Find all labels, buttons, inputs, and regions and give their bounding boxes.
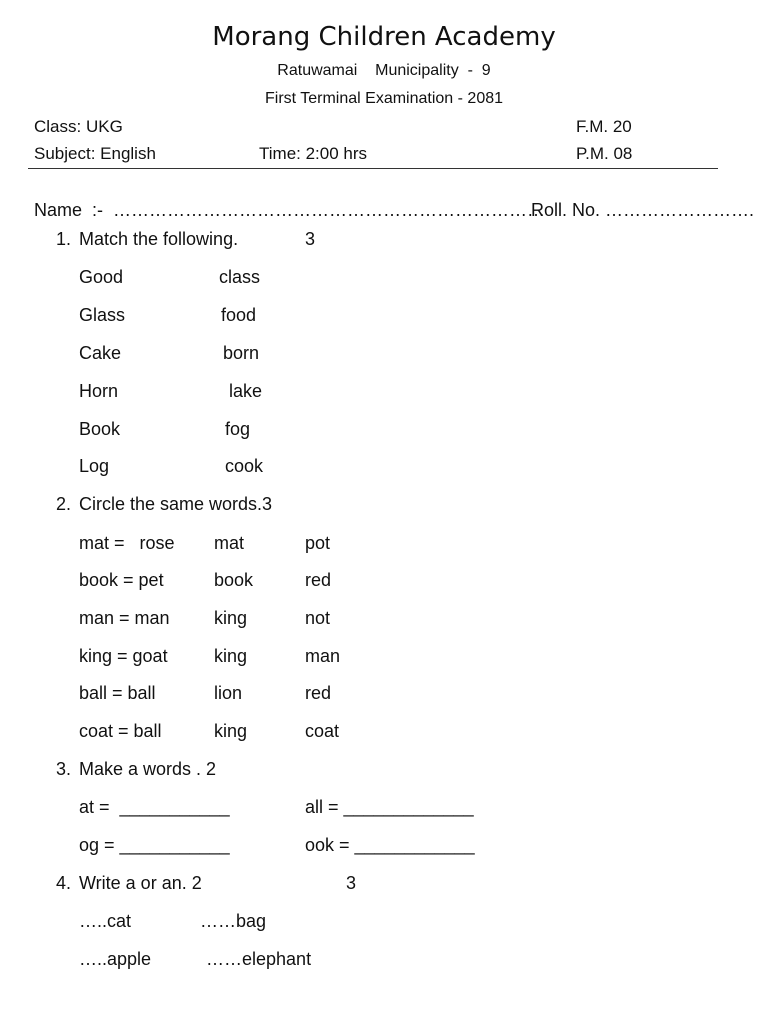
word-blank: at = ___________ (79, 797, 230, 817)
circle-option: book (214, 570, 254, 590)
article-blank: …..apple (79, 949, 152, 969)
circle-prompt: man = man (79, 608, 170, 628)
circle-option: king (214, 646, 248, 666)
school-title: Morang Children Academy (212, 22, 556, 52)
match-right-word: food (221, 305, 257, 325)
circle-option: king (214, 721, 248, 741)
class-label: Class: UKG (34, 117, 123, 136)
circle-option: lion (214, 683, 243, 703)
match-left-word: Log (79, 456, 110, 476)
header-divider (28, 168, 718, 169)
match-left-word: Horn (79, 381, 119, 401)
municipality-line: Ratuwamai Municipality - 9 (277, 62, 491, 79)
article-blank: ……bag (200, 911, 267, 931)
circle-option: king (214, 608, 248, 628)
circle-option: man (305, 646, 341, 666)
article-blank: …..cat (79, 911, 132, 931)
q4-marks: 3 (346, 873, 357, 893)
q2-title: Circle the same words.3 (79, 494, 273, 514)
time-label: Time: 2:00 hrs (259, 144, 368, 163)
circle-prompt: ball = ball (79, 683, 156, 703)
subject-label: Subject: English (34, 144, 156, 163)
circle-option: red (305, 683, 332, 703)
word-blank: og = ___________ (79, 835, 230, 855)
circle-option: red (305, 570, 332, 590)
q3-title: Make a words . 2 (79, 759, 217, 779)
exam-title: First Terminal Examination - 2081 (264, 90, 504, 107)
circle-prompt: book = pet (79, 570, 164, 590)
circle-option: coat (305, 721, 340, 741)
q1-title: Match the following. (79, 229, 239, 249)
article-blank: ……elephant (206, 949, 312, 969)
q4-title: Write a or an. 2 (79, 873, 202, 893)
match-left-word: Cake (79, 343, 122, 363)
match-right-word: fog (225, 419, 251, 439)
circle-prompt: coat = ball (79, 721, 162, 741)
name-field: Name :- ……………………………………………………………… (34, 200, 546, 220)
q1-number: 1. (56, 229, 72, 249)
word-blank: ook = ____________ (305, 835, 475, 855)
circle-prompt: mat = rose (79, 533, 175, 553)
circle-option: not (305, 608, 331, 628)
roll-field: Roll. No. ……………………. (531, 200, 755, 220)
match-right-word: class (219, 267, 261, 287)
pass-marks: P.M. 08 (576, 144, 633, 163)
match-right-word: lake (229, 381, 263, 401)
q3-number: 3. (56, 759, 72, 779)
word-blank: all = _____________ (305, 797, 474, 817)
q2-number: 2. (56, 494, 72, 514)
q4-number: 4. (56, 873, 72, 893)
match-right-word: cook (225, 456, 264, 476)
match-left-word: Book (79, 419, 121, 439)
match-right-word: born (223, 343, 260, 363)
match-left-word: Good (79, 267, 124, 287)
match-left-word: Glass (79, 305, 126, 325)
q1-marks: 3 (305, 229, 316, 249)
full-marks: F.M. 20 (576, 117, 632, 136)
circle-option: pot (305, 533, 331, 553)
circle-option: mat (214, 533, 245, 553)
circle-prompt: king = goat (79, 646, 168, 666)
